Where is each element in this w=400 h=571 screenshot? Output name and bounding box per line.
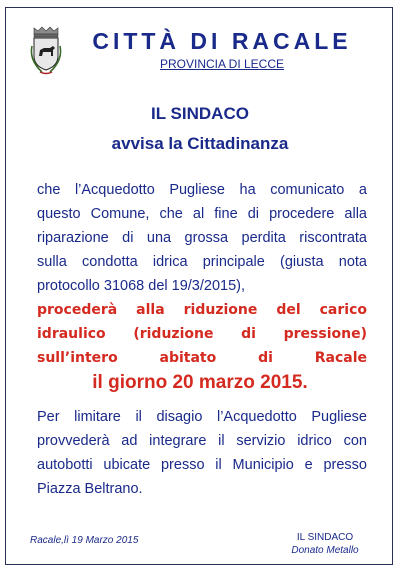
place-date: Racale,lì 19 Marzo 2015: [30, 535, 139, 546]
coat-of-arms-icon: [28, 26, 64, 76]
notice-subheading: avvisa la Cittadinanza: [111, 134, 289, 153]
closing-line: Per limitare il disagio l’Acquedotto Pugliese: [37, 409, 367, 425]
signature-name: Donato Metallo: [291, 545, 359, 556]
closing-line: autobotti ubicate presso il Municipio e presso: [37, 457, 367, 473]
signature-block: [270, 532, 380, 556]
closing-line: provvederà ad integrare il servizio idrico con: [37, 433, 367, 449]
intro-line: questo Comune, che al fine di procedere alla: [37, 206, 367, 222]
notice-line: sull’intero abitato di Racale: [37, 350, 367, 366]
intro-line: protocollo 31068 del 19/3/2015),: [37, 278, 245, 294]
notice-line: procederà alla riduzione del carico: [37, 302, 367, 318]
city-title: CITTÀ DI RACALE: [92, 28, 352, 54]
mayor-heading: IL SINDACO: [151, 104, 249, 123]
notice-line: idraulico (riduzione di pressione): [37, 326, 367, 342]
province-label: PROVINCIA DI LECCE: [159, 57, 285, 71]
intro-line: riparazione di una grossa perdita riscontrata: [37, 230, 367, 246]
intro-line: che l’Acquedotto Pugliese ha comunicato a: [37, 182, 367, 198]
intro-line: sulla condotta idrica principale (giusta nota: [37, 254, 367, 270]
signature-title: IL SINDACO: [296, 532, 354, 543]
notice-date: il giorno 20 marzo 2015.: [92, 372, 308, 393]
closing-line: Piazza Beltrano.: [37, 481, 143, 497]
